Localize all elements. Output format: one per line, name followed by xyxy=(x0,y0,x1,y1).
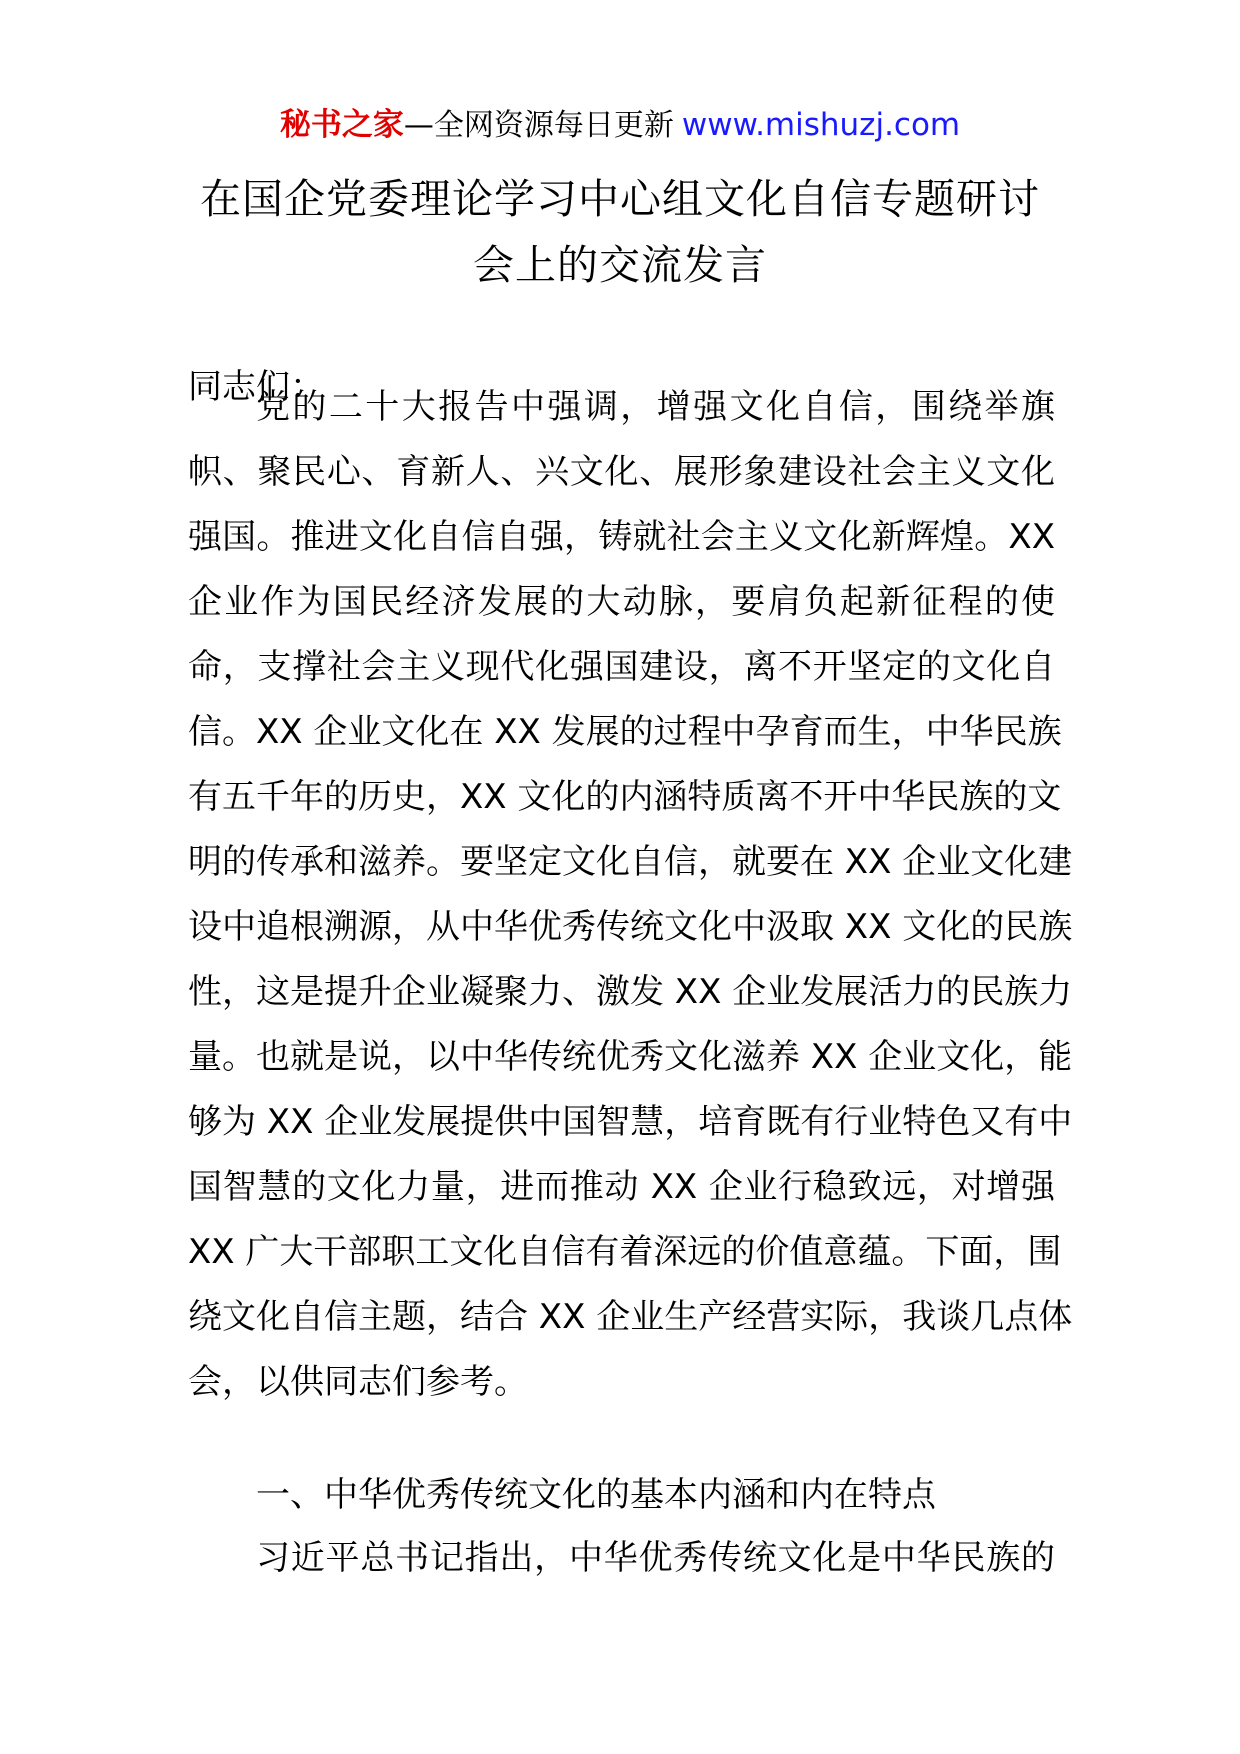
paragraph-line: 绕文化自信主题，结合 XX 企业生产经营实际，我谈几点体 xyxy=(188,1297,1073,1337)
paragraph-line: 性，这是提升企业凝聚力、激发 XX 企业发展活力的民族力 xyxy=(188,972,1073,1012)
paragraph-line: 党的二十大报告中强调，增强文化自信，围绕举旗 xyxy=(256,387,1055,427)
paragraph-line: 国智慧的文化力量，进而推动 XX 企业行稳致远，对增强 xyxy=(188,1167,1055,1207)
paragraph-line: 信。XX 企业文化在 XX 发展的过程中孕育而生，中华民族 xyxy=(188,712,1062,752)
paragraph-line: 有五千年的历史，XX 文化的内涵特质离不开中华民族的文 xyxy=(188,777,1062,817)
brand-name: 秘书之家 xyxy=(279,107,404,143)
header-slogan: 全网资源每日更新 xyxy=(433,108,674,143)
paragraph-line: 帜、聚民心、育新人、兴文化、展形象建设社会主义文化 xyxy=(188,452,1055,492)
document-title xyxy=(130,166,1110,298)
paragraph-line: 习近平总书记指出，中华优秀传统文化是中华民族的 xyxy=(256,1538,1055,1578)
paragraph-2 xyxy=(188,1533,1055,1583)
paragraph-line: 命，支撑社会主义现代化强国建设，离不开坚定的文化自 xyxy=(188,647,1055,687)
site-url-link[interactable]: www.mishuzj.com xyxy=(681,107,961,143)
paragraph-line: 量。也就是说，以中华传统优秀文化滋养 XX 企业文化，能 xyxy=(188,1037,1073,1077)
paragraph-line: XX 广大干部职工文化自信有着深远的价值意蕴。下面，围 xyxy=(188,1232,1062,1272)
title-line-1: 在国企党委理论学习中心组文化自信专题研讨 xyxy=(200,175,1040,223)
paragraph-line: 明的传承和滋养。要坚定文化自信，就要在 XX 企业文化建 xyxy=(188,842,1073,882)
greeting: 同志们： xyxy=(188,367,324,407)
paragraph-1 xyxy=(188,375,1073,1415)
paragraph-line: 会，以供同志们参考。 xyxy=(188,1362,528,1402)
site-header xyxy=(0,103,1240,148)
header-dash: — xyxy=(403,108,434,143)
paragraph-line: 够为 XX 企业发展提供中国智慧，培育既有行业特色又有中 xyxy=(188,1102,1073,1142)
section-heading: 一、中华优秀传统文化的基本内涵和内在特点 xyxy=(256,1475,936,1515)
paragraph-line: 强国。推进文化自信自强，铸就社会主义文化新辉煌。XX xyxy=(188,517,1055,557)
title-line-2: 会上的交流发言 xyxy=(473,241,767,289)
paragraph-line: 设中追根溯源，从中华优秀传统文化中汲取 XX 文化的民族 xyxy=(188,907,1073,947)
paragraph-line: 企业作为国民经济发展的大动脉，要肩负起新征程的使 xyxy=(188,582,1055,622)
